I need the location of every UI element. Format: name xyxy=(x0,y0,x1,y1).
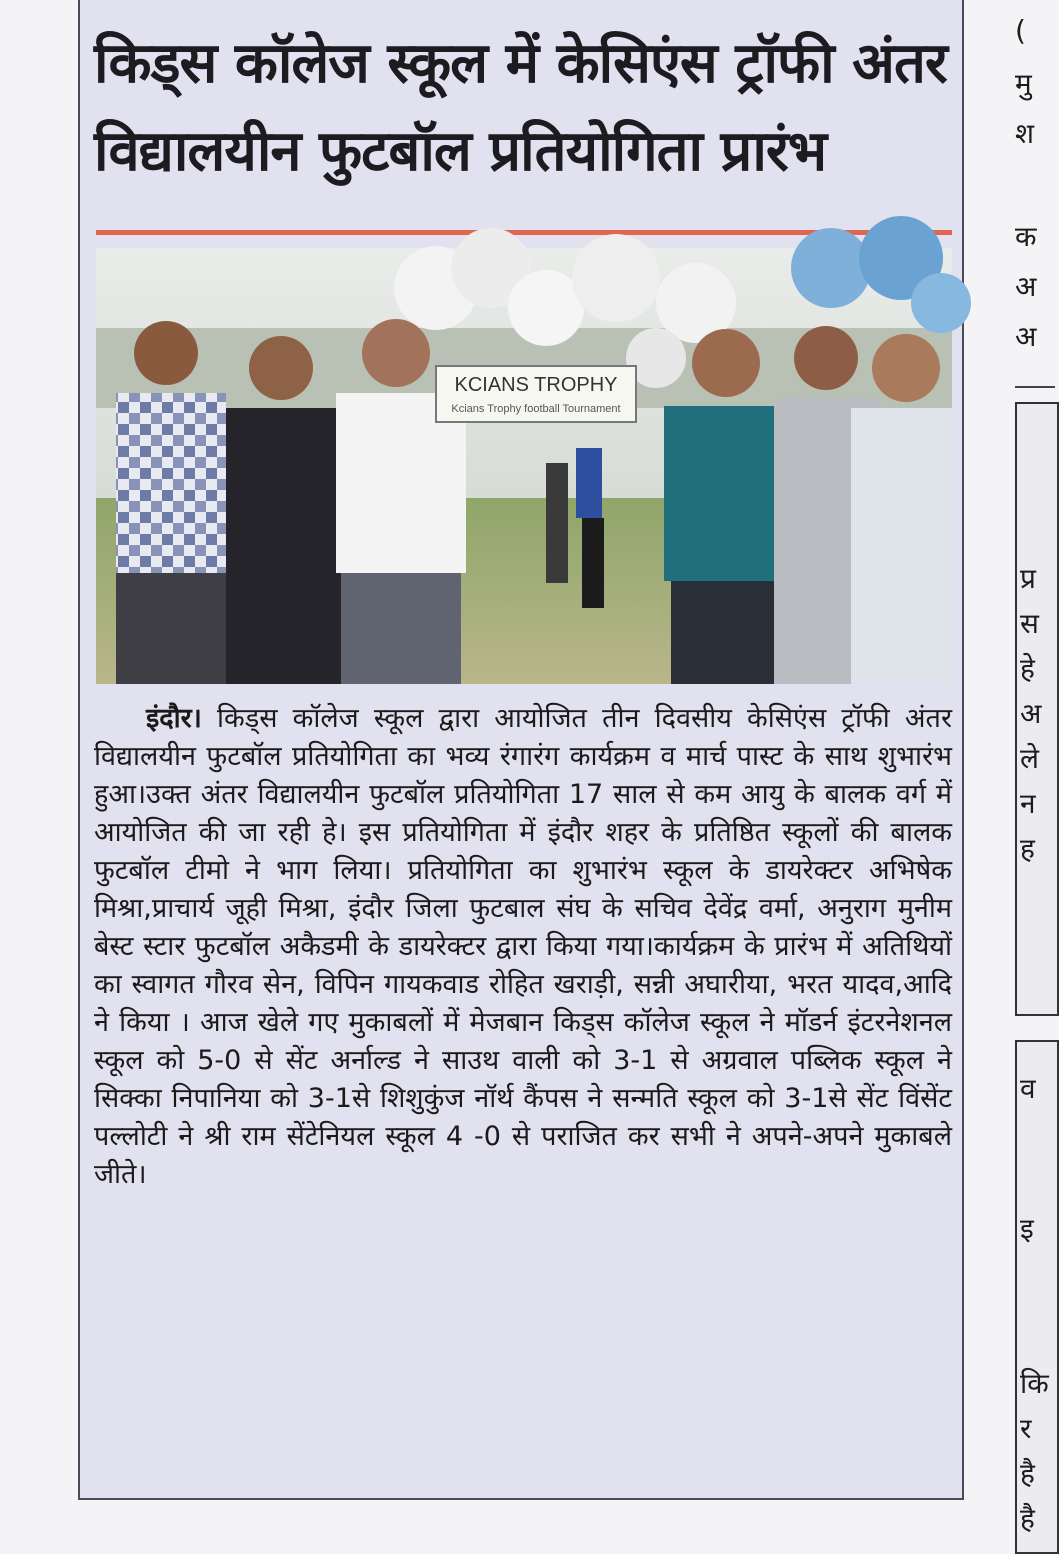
adjacent-fragment: है xyxy=(1020,1457,1035,1490)
adjacent-fragment: ( xyxy=(1015,14,1026,47)
adjacent-fragment: ले xyxy=(1020,742,1039,775)
adjacent-column xyxy=(965,0,1049,1548)
article-photo xyxy=(96,248,952,684)
article-body xyxy=(94,700,952,1194)
adjacent-fragment: अ xyxy=(1015,320,1037,353)
adjacent-fragment: कि xyxy=(1020,1367,1049,1400)
adjacent-fragment: हे xyxy=(1020,652,1035,685)
photo-illustration xyxy=(96,248,952,684)
adjacent-fragment: स xyxy=(1020,607,1039,640)
adjacent-fragment: है xyxy=(1020,1502,1035,1535)
adjacent-fragment: अ xyxy=(1020,697,1042,730)
adjacent-fragment: न xyxy=(1020,787,1036,820)
adjacent-fragment: व xyxy=(1020,1072,1036,1105)
adjacent-fragment: प्र xyxy=(1020,562,1036,595)
article-body-text: किड्स कॉलेज स्कूल द्वारा आयोजित तीन दिवसीय केसिएंस ट्रॉफी अंतर विद्यालयीन फुटबॉल प्रतियोगिता का भव्य रंगारंग कार्यक्रम व मार्च पास्ट के साथ शुभारंभ हुआ।उक्त अंतर विद्यालयीन फुटबॉल प्रतियोगिता 17 साल से कम आयु के बालक वर्ग में आयोजित की जा रही हे। इस प्रतियोगिता में इंदौर शहर के प्रतिष्ठित स्कूलों की बालक फुटबॉल टीमो ने भाग लिया। प्रतियोगिता का शुभारंभ स्कूल के डायरेक्टर अभिषेक मिश्रा,प्राचार्य जूही मिश्रा, इंदौर जिला फुटबाल संघ के सचिव देवेंद्र वर्मा, अनुराग मुनीम बेस्ट स्टार फुटबॉल अकैडमी के डायरेक्टर द्वारा किया गया।कार्यक्रम के प्रारंभ में अतिथियों का स्वागत गौरव सेन, विपिन गायकवाड रोहित खराड़ी, सन्नी अघारीया, भरत यादव,आदि ने किया । आज खेले गए मुकाबलों में मेजबान किड्स कॉलेज स्कूल ने मॉडर्न इंटरनेशनल स्कूल को 5-0 से सेंट अर्नाल्ड ने साउथ वाली को 3-1 से अग्रवाल पब्लिक स्कूल ने सिक्का निपानिया को 3-1से शिशुकुंज नॉर्थ कैंपस ने सन्मति स्कूल को 3-1से सेंट विंसेंट पल्लोटी ने श्री राम सेंटेनियल स्कूल 4 -0 से पराजित कर सभी ने अपने-अपने मुकाबले जीते। xyxy=(94,703,952,1190)
article-headline: किड्स कॉलेज स्कूल में केसिएंस ट्रॉफी अंतर विद्यालयीन फुटबॉल प्रतियोगिता प्रारंभ xyxy=(94,31,947,184)
adjacent-fragment: मु xyxy=(1015,67,1032,100)
adjacent-fragment: क xyxy=(1015,220,1037,253)
adjacent-fragment: इ xyxy=(1020,1212,1034,1245)
adjacent-fragment: र xyxy=(1020,1412,1032,1445)
banner-subtitle: Kcians Trophy football Tournament xyxy=(451,403,621,415)
banner-title: KCIANS TROPHY xyxy=(454,374,618,396)
adjacent-fragment: श xyxy=(1015,117,1035,150)
adjacent-fragment: अ xyxy=(1015,270,1037,303)
news-article xyxy=(78,0,964,1500)
adjacent-divider xyxy=(1015,386,1055,388)
adjacent-fragment: ह xyxy=(1020,832,1035,865)
dateline: इंदौर। xyxy=(146,703,202,734)
